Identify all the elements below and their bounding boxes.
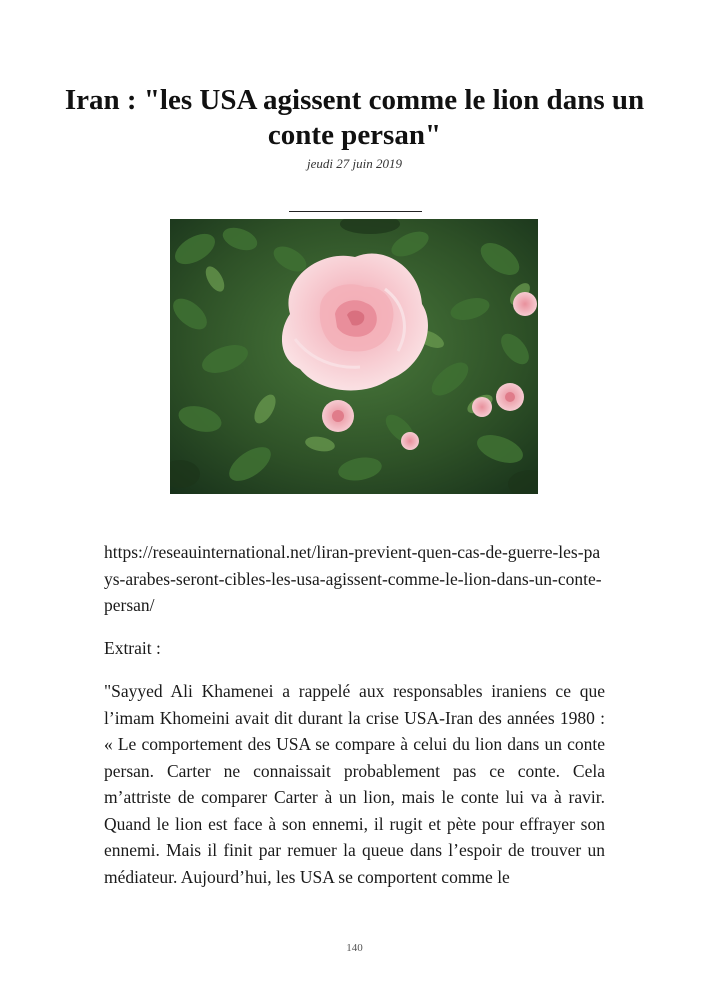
extract-label: Extrait : xyxy=(104,638,161,658)
rose-photo xyxy=(170,219,538,494)
title-separator xyxy=(289,211,422,212)
article-date: jeudi 27 juin 2019 xyxy=(307,156,402,171)
main-rose xyxy=(282,254,428,391)
source-url[interactable]: https://reseauinternational.net/liran-previent-quen-cas-de-guerre-les-pays-arabes-seront-cibles-les-usa-agissent-comme-le-lion-dans-un-conte-persan/ xyxy=(104,542,602,615)
article-title: Iran : "les USA agissent comme le lion dans un conte persan" xyxy=(64,84,645,151)
extract-quote: "Sayyed Ali Khamenei a rappelé aux responsables iraniens ce que l’imam Khomeini avait dit durant la crise USA-Iran des années 1980 : « Le comportement des USA se compare à celui du lion dans un conte persan. Carter ne connaissait probablement pas ce conte. Cela m’attriste de comparer Carter à un lion, mais le conte lui va à ravir. Quand le lion est face à son ennemi, il rugit et pète pour effrayer son ennemi. Mais il finit par remuer la queue dans l’espoir de trouver un médiateur. Aujourd’hui, les USA se comportent comme le xyxy=(104,681,605,887)
page-number: 140 xyxy=(346,942,363,954)
